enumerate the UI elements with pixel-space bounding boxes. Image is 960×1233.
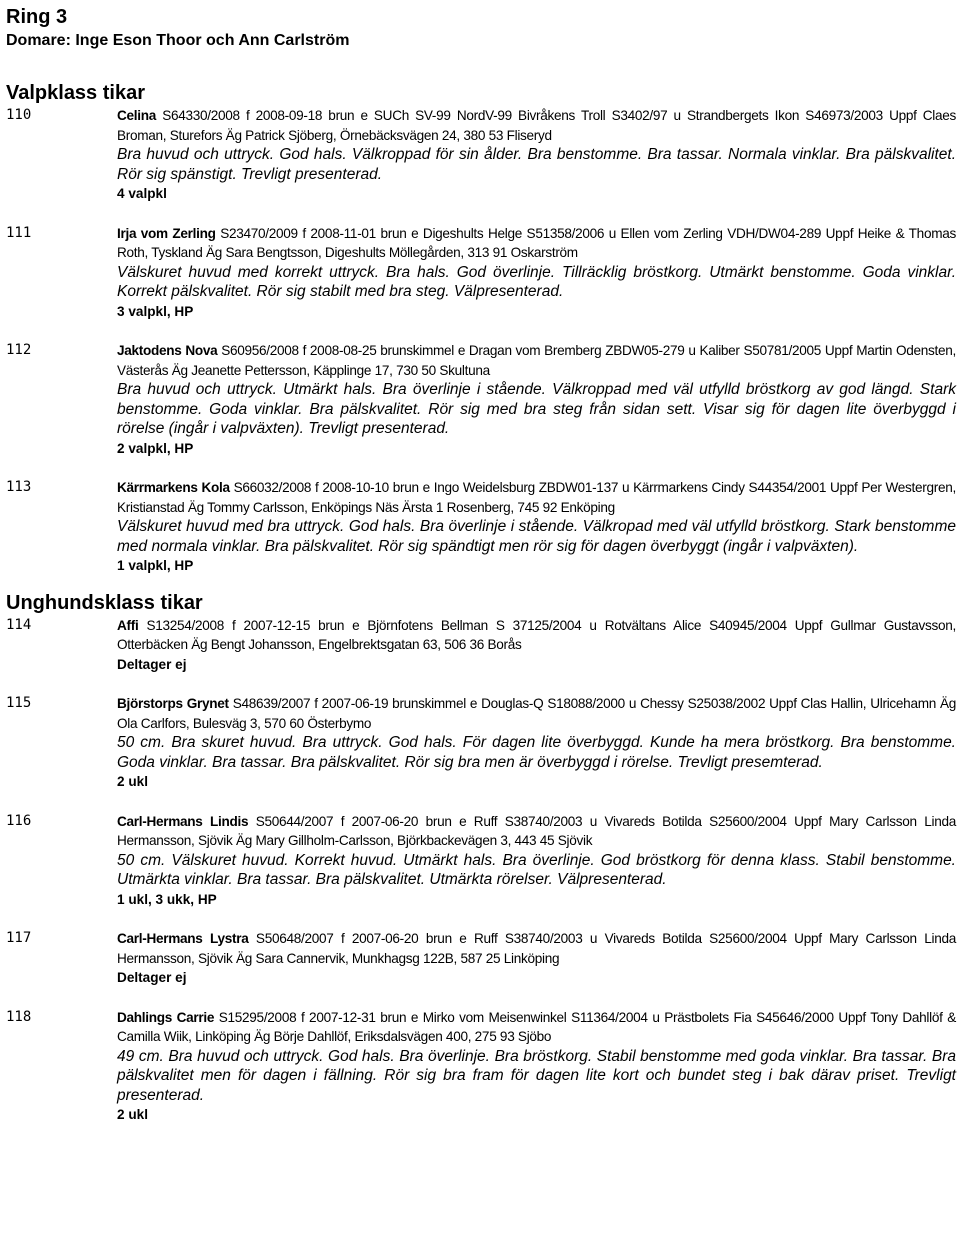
dog-name: Carl-Hermans Lystra xyxy=(117,931,249,946)
entry-info xyxy=(117,341,956,380)
ring-title: Ring 3 xyxy=(6,6,68,28)
entry-info xyxy=(117,224,956,263)
dog-details: S50644/2007 f 2007-06-20 brun e Ruff S38740/2003 u Vivareds Botilda S25600/2004 Uppf Mary Carlsson Linda Hermansson, Sjövik Äg Mary Gillholm-Carlsson, Björkbackevägen 3, 443 45 Sjövik xyxy=(117,813,956,848)
entry-info xyxy=(117,478,956,517)
entry-info xyxy=(117,812,956,851)
class-section-unghundsklass xyxy=(6,590,956,1125)
result: 2 ukl xyxy=(117,1107,148,1122)
class-section-valpklass xyxy=(6,80,956,576)
dog-details: S13254/2008 f 2007-12-15 brun e Björnfotens Bellman S 37125/2004 u Rotvältans Alice S40945/2004 Uppf Gullmar Gustavsson, Otterbäcken Äg Bengt Johansson, Engelbrektsgatan 63, 506 36 Borås xyxy=(117,617,956,652)
entry-number: 116 xyxy=(6,812,32,829)
dog-details: S23470/2009 f 2008-11-01 brun e Digeshults Helge S51358/2006 u Ellen vom Zerling VDH/DW04-289 Uppf Heike & Thomas Roth, Tyskland Äg Sara Bengtsson, Digeshults Möllegården, 313 91 Oskarström xyxy=(117,225,956,260)
entry-number: 118 xyxy=(6,1008,32,1025)
critique: Välskuret huvud med bra uttryck. God hals. Bra överlinje i stående. Välkropad med väl utfylld bröstkorg. Stark benstomme med normala vinklar. Bra pälskvalitet. Rör sig spändtigt men rör sig för dagen överbyggt (ingår i valpväxten). xyxy=(117,518,956,555)
critique: Bra huvud och uttryck. Utmärkt hals. Bra överlinje i stående. Välkroppad med väl utfylld bröstkorg av god längd. Stark benstomme. Goda vinklar. Bra pälskvalitet. Rör sig med bra steg från sidan sett. Visar sig för dagen lite överbyggd i rörelse (ingår i valpväxten). Trevligt presenterad. xyxy=(117,381,956,437)
entry-info xyxy=(117,616,956,655)
dog-details: S64330/2008 f 2008-09-18 brun e SUCh SV-99 NordV-99 Bivråkens Troll S3402/97 u Strandbergets Ikon S46973/2003 Uppf Claes Broman, Sturefors Äg Patrick Sjöberg, Örnebäcksvägen 24, 380 53 Fliseryd xyxy=(117,108,957,143)
entry-info xyxy=(117,106,956,145)
result: Deltager ej xyxy=(117,970,187,985)
result: 4 valpkl xyxy=(117,186,167,201)
critique: 50 cm. Välskuret huvud. Korrekt huvud. Utmärkt hals. Bra överlinje. God bröstkorg för denna klass. Stabil benstomme. Utmärkta vinklar. Bra tassar. Bra pälskvalitet. Utmärkta rörelser. Välpresenterad. xyxy=(117,851,956,888)
dog-name: Dahlings Carrie xyxy=(117,1009,215,1025)
catalog-entry xyxy=(6,224,956,322)
result: 1 valpkl, HP xyxy=(117,558,194,573)
catalog-entry xyxy=(6,616,956,675)
judges-line: Domare: Inge Eson Thoor och Ann Carlström xyxy=(6,32,350,49)
critique: 49 cm. Bra huvud och uttryck. God hals. Bra överlinje. Bra bröstkorg. Stabil benstomme med goda vinklar. Bra tassar. Bra pälskvalitet men för dagen i fällning. Rör sig bra fram för dagen lite kort och bundet steg i bak därav priset. Trevligt presenterad. xyxy=(117,1047,956,1104)
class-title: Unghundsklass tikar xyxy=(6,591,203,614)
dog-name: Celina xyxy=(117,108,156,123)
result: 1 ukl, 3 ukk, HP xyxy=(117,891,217,907)
result: Deltager ej xyxy=(117,656,187,672)
critique: Bra huvud och uttryck. God hals. Välkroppad för sin ålder. Bra benstomme. Bra tassar. Normala vinklar. Bra pälskvalitet. Rör sig spänstigt. Trevligt presenterad. xyxy=(117,146,956,183)
dog-name: Affi xyxy=(117,617,139,633)
dog-name: Irja vom Zerling xyxy=(117,225,216,241)
entry-info xyxy=(117,929,956,968)
dog-details: S60956/2008 f 2008-08-25 brunskimmel e Dragan vom Bremberg ZBDW05-279 u Kaliber S50781/2005 Uppf Martin Odensten, Västerås Äg Jeanette Pettersson, Käpplinge 17, 730 50 Skultuna xyxy=(117,343,957,378)
entry-number: 114 xyxy=(6,616,32,633)
class-title: Valpklass tikar xyxy=(6,82,145,104)
result: 2 ukl xyxy=(117,774,148,789)
dog-name: Carl-Hermans Lindis xyxy=(117,813,249,829)
dog-details: S50648/2007 f 2007-06-20 brun e Ruff S38740/2003 u Vivareds Botilda S25600/2004 Uppf Mary Carlsson Linda Hermansson, Sjövik Äg Sara Cannervik, Munkhagsg 122B, 587 25 Linköping xyxy=(117,931,956,966)
dog-details: S15295/2008 f 2007-12-31 brun e Mirko vom Meisenwinkel S11364/2004 u Prästbolets Fia S45646/2000 Uppf Tony Dahllöf & Camilla Wiik, Linköping Äg Börje Dahllöf, Eriksdalsvägen 400, 275 93 Sjöbo xyxy=(117,1009,956,1044)
dog-details: S48639/2007 f 2007-06-19 brunskimmel e Douglas-Q S18088/2000 u Chessy S25038/2002 Uppf Clas Hallin, Ulricehamn Äg Ola Carlfors, Bulesväg 3, 570 60 Österbymo xyxy=(117,696,956,731)
critique: Välskuret huvud med korrekt uttryck. Bra hals. God överlinje. Tillräcklig bröstkorg. Utmärkt benstomme. Goda vinklar. Korrekt pälskvalitet. Rör sig stabilt med bra steg. Välpresenterad. xyxy=(117,263,956,300)
dog-name: Kärrmarkens Kola xyxy=(117,480,230,495)
catalog-entry xyxy=(6,929,956,988)
result: 3 valpkl, HP xyxy=(117,303,194,319)
catalog-entry xyxy=(6,694,956,792)
entry-number: 111 xyxy=(6,224,32,241)
entry-info xyxy=(117,694,956,733)
catalog-entry xyxy=(6,1008,956,1125)
catalog-entry xyxy=(6,341,956,458)
entry-number: 112 xyxy=(6,342,32,358)
critique: 50 cm. Bra skuret huvud. Bra uttryck. God hals. För dagen lite överbyggd. Kunde ha mera bröstkorg. Bra benstomme. Goda vinklar. Bra tassar. Bra pälskvalitet. Rör sig bra men är överbyggd i rörelse. Trevligt presemterad. xyxy=(117,734,956,771)
dog-name: Björstorps Grynet xyxy=(117,696,229,711)
entry-number: 113 xyxy=(6,479,32,495)
entry-number: 110 xyxy=(6,107,32,123)
dog-name: Jaktodens Nova xyxy=(117,343,218,358)
dog-details: S66032/2008 f 2008-10-10 brun e Ingo Weidelsburg ZBDW01-137 u Kärrmarkens Cindy S44354/2001 Uppf Per Westergren, Kristianstad Äg Tommy Carlsson, Enköpings Näs Ärsta 1 Rosenberg, 745 92 Enköping xyxy=(117,480,956,515)
catalog-entry xyxy=(6,812,956,910)
entry-number: 115 xyxy=(6,695,32,711)
entry-number: 117 xyxy=(6,930,32,946)
result: 2 valpkl, HP xyxy=(117,440,194,456)
document-page xyxy=(6,4,956,1125)
entry-info xyxy=(117,1008,956,1047)
catalog-entry xyxy=(6,478,956,576)
catalog-entry xyxy=(6,106,956,204)
